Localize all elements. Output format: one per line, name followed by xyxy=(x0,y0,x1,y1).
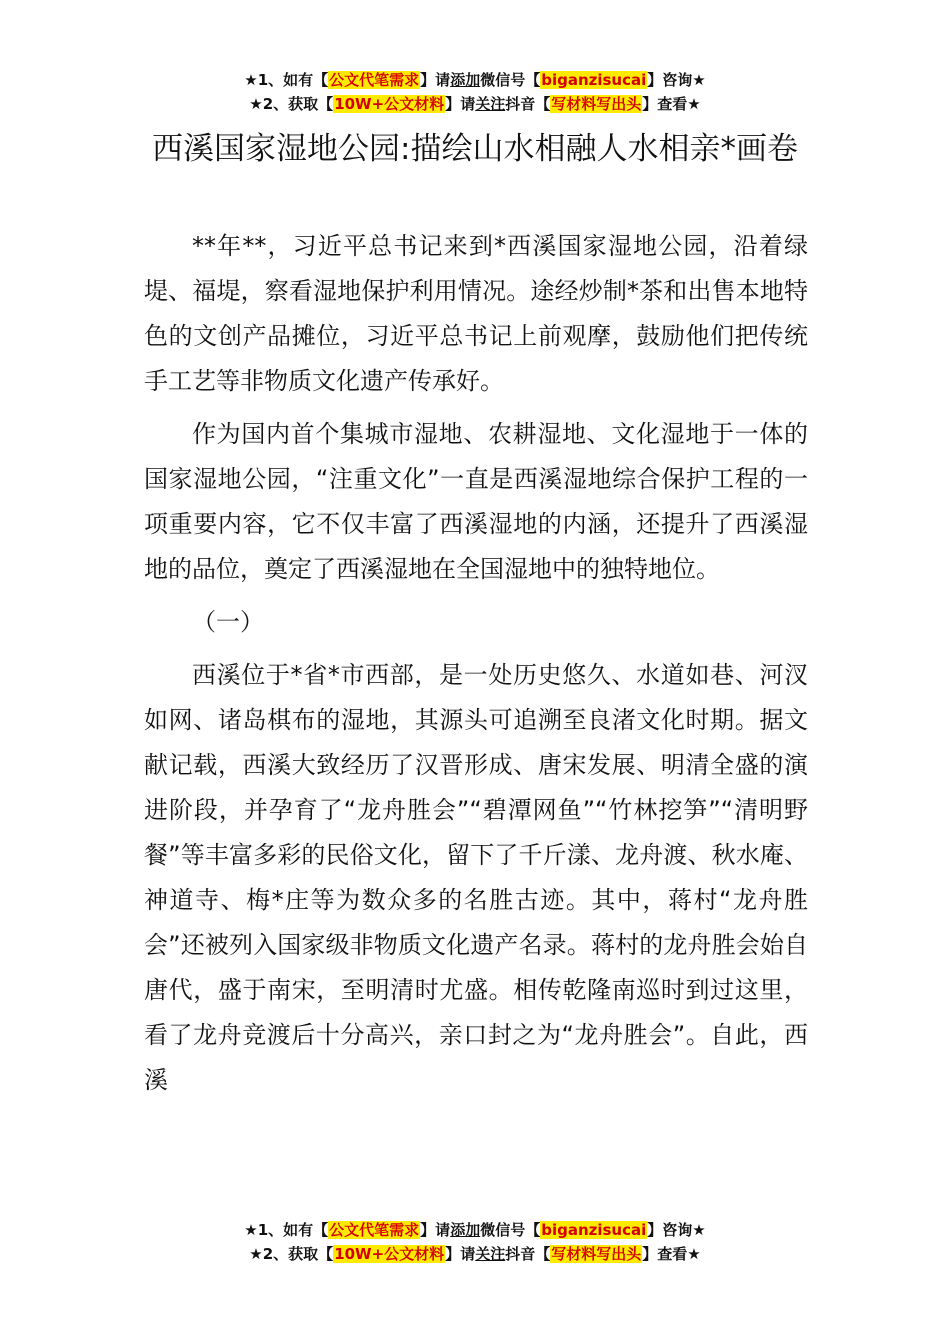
document-title: 西溪国家湿地公园:描绘山水相融人水相亲*画卷 xyxy=(152,131,798,167)
promo-highlight: biganzisucai xyxy=(541,71,647,89)
promo-emphasis: 关注 xyxy=(475,1245,506,1263)
promo-text: ★1、如有【 xyxy=(244,71,329,89)
promo-line-2 xyxy=(0,1242,950,1266)
footer-promo-banner xyxy=(0,1218,950,1266)
promo-text: 】请 xyxy=(420,1221,451,1239)
promo-highlight: 10W+公文材料 xyxy=(334,95,445,113)
promo-text: ★2、获取【 xyxy=(249,1245,334,1263)
promo-highlight: 写材料写出头 xyxy=(551,1245,642,1263)
promo-highlight: biganzisucai xyxy=(541,1221,647,1239)
promo-text: ★1、如有【 xyxy=(244,1221,329,1239)
paragraph: **年**，习近平总书记来到*西溪国家湿地公园，沿着绿堤、福堤，察看湿地保护利用情况。途经炒制*茶和出售本地特色的文创产品摊位，习近平总书记上前观摩，鼓励他们把传统手工艺等非物质文化遗产传承好。 xyxy=(144,232,808,395)
promo-text: 抖音【 xyxy=(505,95,551,113)
paragraph: 作为国内首个集城市湿地、农耕湿地、文化湿地于一体的国家湿地公园，“注重文化”一直是西溪湿地综合保护工程的一项重要内容，它不仅丰富了西溪湿地的内涵，还提升了西溪湿地的品位，奠定了西溪湿地在全国湿地中的独特地位。 xyxy=(144,420,808,583)
document-body xyxy=(144,224,808,1111)
promo-emphasis: 关注 xyxy=(475,95,506,113)
section-heading: （一） xyxy=(192,608,264,636)
promo-emphasis: 添加 xyxy=(450,71,481,89)
promo-text: 】请 xyxy=(445,1245,476,1263)
promo-text: 】请 xyxy=(445,95,476,113)
promo-highlight: 写材料写出头 xyxy=(551,95,642,113)
promo-text: 】咨询★ xyxy=(647,1221,706,1239)
promo-highlight: 公文代笔需求 xyxy=(329,71,420,89)
promo-highlight: 10W+公文材料 xyxy=(334,1245,445,1263)
promo-line-1 xyxy=(0,1218,950,1242)
paragraph: 西溪位于*省*市西部，是一处历史悠久、水道如巷、河汊如网、诸岛棋布的湿地，其源头可追溯至良渚文化时期。据文献记载，西溪大致经历了汉晋形成、唐宋发展、明清全盛的演进阶段，并孕育了“龙舟胜会”“碧潭网鱼”“竹林挖笋”“清明野餐”等丰富多彩的民俗文化，留下了千斤漾、龙舟渡、秋水庵、神道寺、梅*庄等为数众多的名胜古迹。其中，蒋村“龙舟胜会”还被列入国家级非物质文化遗产名录。蒋村的龙舟胜会始自唐代，盛于南宋，至明清时尤盛。相传乾隆南巡时到过这里，看了龙舟竞渡后十分高兴，亲口封之为“龙舟胜会”。自此，西溪 xyxy=(144,661,808,1094)
promo-text: 抖音【 xyxy=(505,1245,551,1263)
promo-line-1 xyxy=(0,68,950,92)
promo-text: 微信号【 xyxy=(480,71,541,89)
promo-text: 微信号【 xyxy=(480,1221,541,1239)
promo-text: ★2、获取【 xyxy=(249,95,334,113)
promo-highlight: 公文代笔需求 xyxy=(329,1221,420,1239)
promo-text: 】咨询★ xyxy=(647,71,706,89)
promo-emphasis: 添加 xyxy=(450,1221,481,1239)
promo-text: 】查看★ xyxy=(642,95,701,113)
promo-text: 】请 xyxy=(420,71,451,89)
promo-line-2 xyxy=(0,92,950,116)
promo-text: 】查看★ xyxy=(642,1245,701,1263)
header-promo-banner xyxy=(0,68,950,116)
